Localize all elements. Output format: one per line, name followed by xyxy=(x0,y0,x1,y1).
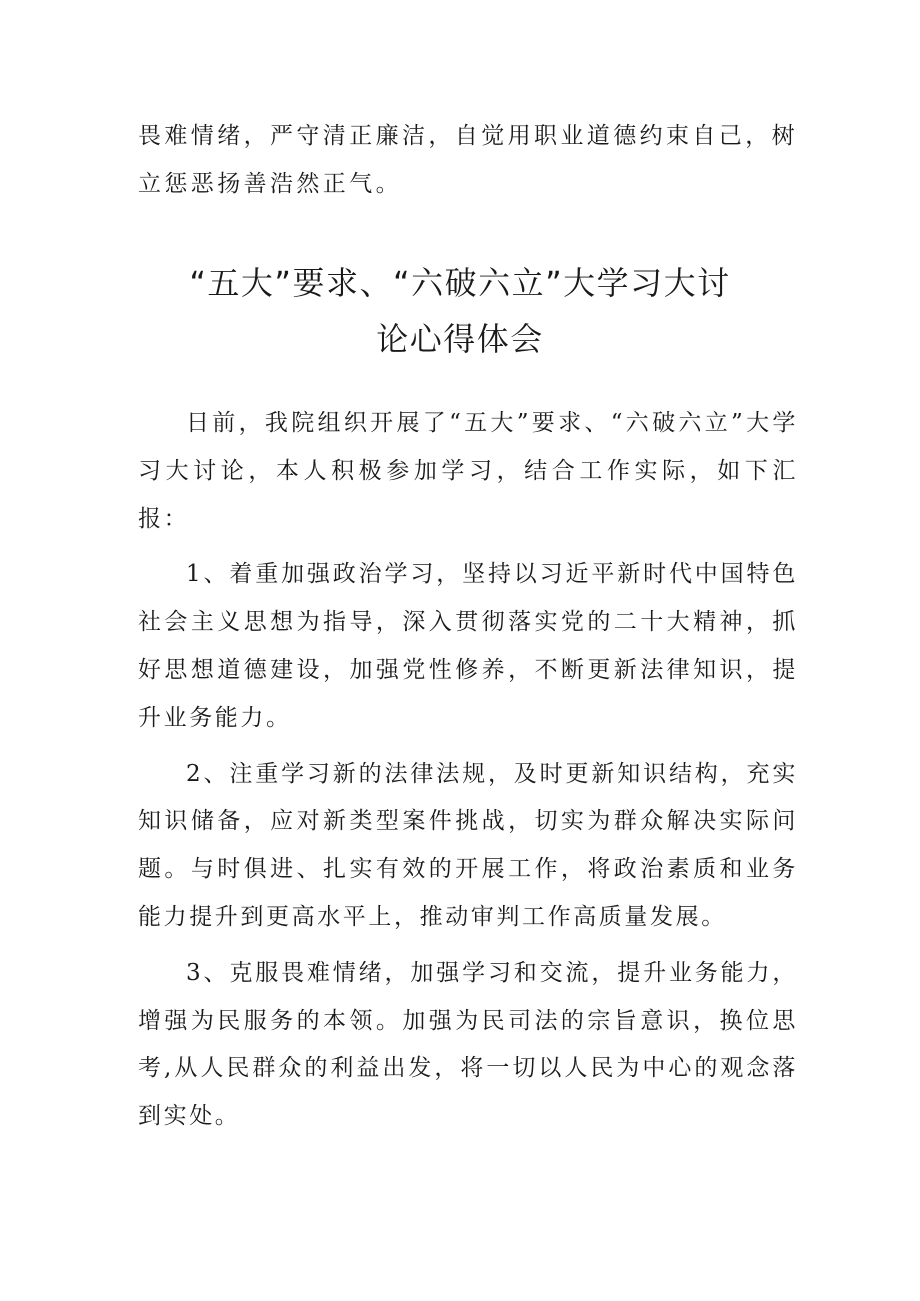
document-title xyxy=(100,255,820,367)
paragraph-point-2: 2、注重学习新的法律法规，及时更新知识结构，充实知识储备，应对新类型案件挑战，切实为群众解决实际问题。与时俱进、扎实有效的开展工作，将政治素质和业务能力提升到更高水平上，推动审判工作高质量发展。 xyxy=(138,760,798,930)
title-line-1: “五大”要求、“六破六立”大学习大讨 xyxy=(189,264,731,302)
previous-section-text: 畏难情绪，严守清正廉洁，自觉用职业道德约束自己，树立惩恶扬善浩然正气。 xyxy=(138,123,798,197)
document-body xyxy=(138,400,798,1141)
paragraph-point-1: 1、着重加强政治学习，坚持以习近平新时代中国特色社会主义思想为指导，深入贯彻落实党的二十大精神，抓好思想道德建设，加强党性修养，不断更新法律知识，提升业务能力。 xyxy=(138,561,798,731)
title-line-2: 论心得体会 xyxy=(376,320,544,358)
paragraph-intro: 日前，我院组织开展了“五大”要求、“六破六立”大学习大讨论，本人积极参加学习，结合工作实际，如下汇报： xyxy=(138,410,798,532)
paragraph-point-3: 3、克服畏难情绪，加强学习和交流，提升业务能力，增强为民服务的本领。加强为民司法的宗旨意识，换位思考,从人民群众的利益出发，将一切以人民为中心的观念落到实处。 xyxy=(138,959,798,1130)
